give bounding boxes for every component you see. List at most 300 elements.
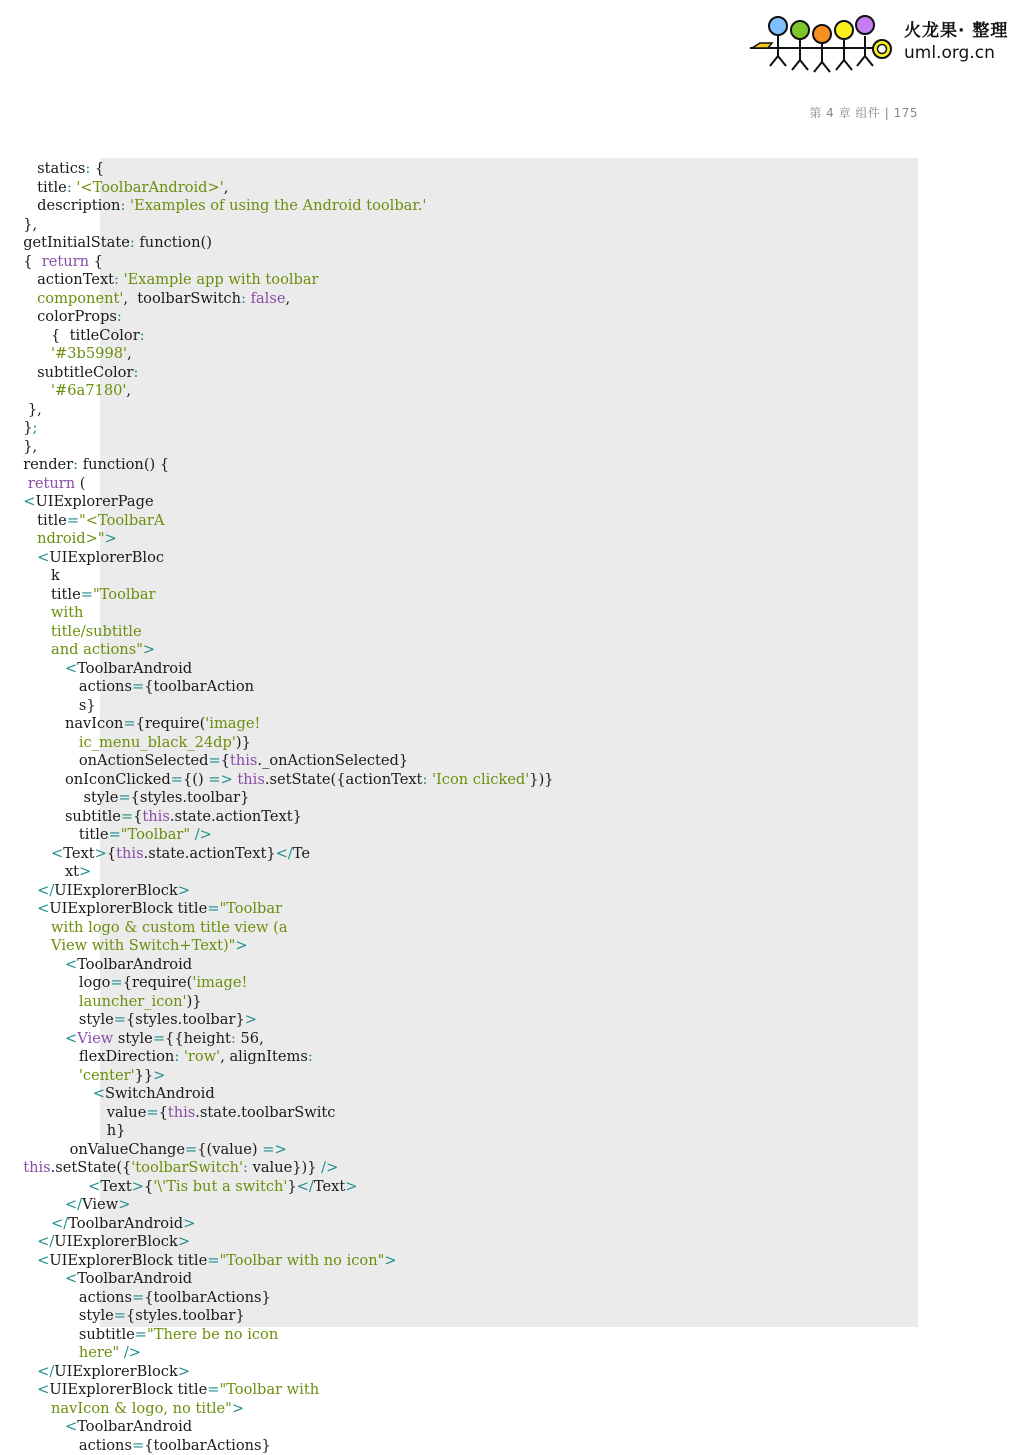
code-token: : — [243, 1159, 248, 1176]
code-token — [0, 1270, 65, 1287]
code-token: View — [77, 1030, 113, 1047]
code-token: , — [224, 179, 229, 196]
code-token: < — [65, 1418, 77, 1435]
code-token: actions — [0, 1437, 132, 1454]
code-token: : — [73, 456, 78, 473]
code-token: , — [127, 345, 132, 362]
code-token: UIExplorerBlock — [54, 1363, 178, 1380]
code-token: = — [132, 678, 144, 695]
code-line — [0, 253, 1018, 272]
code-line — [0, 493, 1018, 512]
code-token: < — [65, 1270, 77, 1287]
code-line — [0, 937, 1018, 956]
code-token: > — [235, 937, 247, 954]
code-token — [0, 1233, 37, 1250]
code-token: </ — [65, 1196, 82, 1213]
code-token: : — [133, 364, 138, 381]
code-token: "There be no icon — [147, 1326, 278, 1343]
page-number: 175 — [894, 106, 918, 120]
code-line — [0, 567, 1018, 586]
code-token: : — [140, 327, 145, 344]
code-token: = — [132, 1289, 144, 1306]
code-token: getInitialState — [0, 234, 130, 251]
code-line — [0, 1252, 1018, 1271]
code-token: < — [65, 956, 77, 973]
code-token: with — [51, 604, 83, 621]
code-line — [0, 345, 1018, 364]
code-token: }, — [0, 438, 37, 455]
code-line — [0, 660, 1018, 679]
code-token — [0, 1178, 88, 1195]
code-line — [0, 419, 1018, 438]
code-token: > — [178, 1363, 190, 1380]
code-line — [0, 1011, 1018, 1030]
code-line — [0, 1196, 1018, 1215]
code-token: {styles.toolbar} — [131, 789, 250, 806]
code-token: value})} — [248, 1159, 321, 1176]
code-token: = — [123, 715, 135, 732]
code-line — [0, 826, 1018, 845]
code-token: = — [132, 1437, 144, 1454]
code-token: ToolbarAndroid — [77, 956, 192, 973]
code-token: subtitle — [0, 1326, 135, 1343]
code-line — [0, 1215, 1018, 1234]
code-line — [0, 216, 1018, 235]
code-token: < — [37, 900, 49, 917]
code-token: 'image! — [205, 715, 260, 732]
code-token: this — [142, 808, 169, 825]
code-token: ; — [32, 419, 37, 436]
code-token: Text — [100, 1178, 131, 1195]
logo-figure-4 — [835, 21, 853, 39]
code-token: this — [23, 1159, 50, 1176]
code-token: UIExplorerPage — [35, 493, 153, 510]
code-token: '\'Tis but a switch' — [153, 1178, 287, 1195]
code-line — [0, 1307, 1018, 1326]
code-token: = — [146, 1104, 158, 1121]
code-token: : — [120, 197, 125, 214]
code-token: SwitchAndroid — [105, 1085, 215, 1102]
code-token: this — [230, 752, 257, 769]
code-token: </ — [37, 1233, 54, 1250]
code-line — [0, 919, 1018, 938]
site-logo — [748, 12, 1010, 74]
code-token: {toolbarAction — [144, 678, 254, 695]
code-token — [0, 660, 65, 677]
code-line — [0, 1289, 1018, 1308]
code-token: 'toolbarSwitch' — [131, 1159, 243, 1176]
code-line — [0, 549, 1018, 568]
code-token: : — [130, 234, 135, 251]
code-line — [0, 734, 1018, 753]
code-token: </ — [51, 1215, 68, 1232]
code-token: : — [67, 179, 72, 196]
code-line — [0, 179, 1018, 198]
code-line — [0, 845, 1018, 864]
code-line — [0, 900, 1018, 919]
code-token: value — [0, 1104, 146, 1121]
code-token: function() — [135, 234, 212, 251]
code-token: > — [345, 1178, 357, 1195]
code-token: style — [0, 1011, 114, 1028]
code-line — [0, 789, 1018, 808]
code-token: 'image! — [192, 974, 247, 991]
code-token: = — [109, 826, 121, 843]
code-line — [0, 456, 1018, 475]
code-token: 'Examples of using the Android toolbar.' — [130, 197, 426, 214]
code-token — [0, 919, 51, 936]
code-token: Text — [314, 1178, 345, 1195]
code-token: navIcon — [0, 715, 123, 732]
code-token: { — [89, 253, 103, 270]
code-token: } — [287, 1178, 296, 1195]
code-token: > — [183, 1215, 195, 1232]
code-token: > — [178, 1233, 190, 1250]
code-line — [0, 641, 1018, 660]
code-token: ndroid>" — [37, 530, 104, 547]
code-token: "Toolbar with no icon" — [219, 1252, 384, 1269]
code-token: "Toolbar" — [121, 826, 190, 843]
code-token: < — [65, 1030, 77, 1047]
code-token: Te — [293, 845, 310, 862]
code-line — [0, 530, 1018, 549]
code-token: : — [422, 771, 427, 788]
code-token: > — [245, 1011, 257, 1028]
code-token — [0, 549, 37, 566]
code-token — [0, 1252, 37, 1269]
code-token: ToolbarAndroid — [77, 660, 192, 677]
logo-url: uml.org.cn — [904, 42, 1008, 64]
code-token: function() { — [78, 456, 169, 473]
code-token: ToolbarAndroid — [77, 1270, 192, 1287]
code-line — [0, 290, 1018, 309]
code-token: actions — [0, 1289, 132, 1306]
code-line — [0, 1400, 1018, 1419]
code-token: </ — [37, 1363, 54, 1380]
code-token: subtitle — [0, 808, 121, 825]
code-line — [0, 1344, 1018, 1363]
code-token: ToolbarAndroid — [68, 1215, 183, 1232]
code-token: ToolbarAndroid — [77, 1418, 192, 1435]
code-token — [0, 623, 51, 640]
code-line — [0, 1141, 1018, 1160]
code-token: > — [105, 530, 117, 547]
code-token: = — [208, 752, 220, 769]
logo-figure-1 — [769, 17, 787, 35]
code-token — [0, 530, 37, 547]
code-token: {toolbarActions} — [144, 1437, 271, 1454]
code-token: => — [262, 1141, 286, 1158]
code-line — [0, 271, 1018, 290]
code-token: , — [285, 290, 290, 307]
code-token: }} — [135, 1067, 154, 1084]
code-line — [0, 1363, 1018, 1382]
logo-figure-5 — [856, 16, 874, 34]
code-token — [0, 493, 23, 510]
code-token: UIExplorerBlock title — [49, 900, 207, 917]
code-token: component' — [37, 290, 123, 307]
code-token: .state.actionText} — [170, 808, 302, 825]
code-token: style — [0, 1307, 114, 1324]
code-token: 'center' — [79, 1067, 135, 1084]
code-token: onActionSelected — [0, 752, 208, 769]
code-token — [0, 1030, 65, 1047]
code-token: flexDirection — [0, 1048, 174, 1065]
code-token: UIExplorerBlock title — [49, 1381, 207, 1398]
code-token: }, — [0, 216, 37, 233]
code-line — [0, 382, 1018, 401]
logo-figure-3 — [813, 25, 831, 43]
code-token: /> — [190, 826, 212, 843]
code-token: this — [237, 771, 264, 788]
code-token: colorProps — [0, 308, 117, 325]
code-token — [0, 1418, 65, 1435]
logo-figures-icon — [748, 12, 898, 74]
code-line — [0, 697, 1018, 716]
code-token: > — [143, 641, 155, 658]
code-token: {{height — [165, 1030, 231, 1047]
code-token: {require( — [123, 974, 193, 991]
code-token — [0, 1196, 65, 1213]
page-header — [809, 104, 918, 121]
code-line — [0, 808, 1018, 827]
code-token: < — [65, 660, 77, 677]
code-token: /> — [119, 1344, 141, 1361]
code-token: false — [251, 290, 286, 307]
code-token: < — [37, 549, 49, 566]
code-token: return — [42, 253, 89, 270]
code-token: > — [232, 1400, 244, 1417]
code-token: > — [79, 863, 91, 880]
code-token — [0, 1400, 51, 1417]
code-token: "Toolbar — [219, 900, 282, 917]
code-token: , — [126, 382, 131, 399]
code-line — [0, 1233, 1018, 1252]
code-token: = — [153, 1030, 165, 1047]
code-line — [0, 974, 1018, 993]
code-token: .state.actionText} — [144, 845, 276, 862]
code-token: = — [114, 1011, 126, 1028]
code-token — [0, 1363, 37, 1380]
code-token: { — [107, 845, 116, 862]
code-token: h} — [0, 1122, 125, 1139]
code-token: "Toolbar with — [219, 1381, 319, 1398]
code-line — [0, 1159, 1018, 1178]
code-line — [0, 364, 1018, 383]
code-token: {toolbarActions} — [144, 1289, 271, 1306]
code-token: {require( — [136, 715, 206, 732]
code-token: < — [88, 1178, 100, 1195]
code-token: /> — [321, 1159, 338, 1176]
code-line — [0, 1030, 1018, 1049]
code-token: = — [207, 900, 219, 917]
code-token: = — [207, 1381, 219, 1398]
code-token: : — [117, 308, 122, 325]
code-token: = — [67, 512, 79, 529]
code-token: title/subtitle — [51, 623, 142, 640]
code-token — [0, 604, 51, 621]
code-token: launcher_icon' — [79, 993, 187, 1010]
code-token: UIExplorerBlock — [54, 882, 178, 899]
code-token: > — [95, 845, 107, 862]
code-token — [0, 956, 65, 973]
code-token: > — [153, 1067, 165, 1084]
logo-title: 火龙果· 整理 — [904, 20, 1008, 42]
code-token: here" — [79, 1344, 119, 1361]
code-token — [0, 845, 51, 862]
code-token: } — [0, 419, 32, 436]
code-token: : — [174, 1048, 179, 1065]
code-token: UIExplorerBlock title — [49, 1252, 207, 1269]
code-line — [0, 1085, 1018, 1104]
code-token: </ — [276, 845, 293, 862]
code-token: {(value) — [197, 1141, 262, 1158]
header-separator: | — [880, 106, 893, 120]
code-token: > — [132, 1178, 144, 1195]
code-token: { — [0, 253, 42, 270]
code-token: )} — [187, 993, 202, 1010]
code-token: { — [159, 1104, 168, 1121]
code-token: this — [116, 845, 143, 862]
code-token: actionText — [0, 271, 114, 288]
code-token: = — [114, 1307, 126, 1324]
code-token: { — [90, 160, 104, 177]
code-token: : — [85, 160, 90, 177]
code-line — [0, 512, 1018, 531]
code-line — [0, 678, 1018, 697]
code-line — [0, 1381, 1018, 1400]
code-token: onValueChange — [0, 1141, 185, 1158]
code-line — [0, 993, 1018, 1012]
code-token: = — [171, 771, 183, 788]
code-token: style — [113, 1030, 153, 1047]
code-token — [0, 290, 37, 307]
code-token: > — [178, 882, 190, 899]
code-token: UIExplorerBlock — [54, 1233, 178, 1250]
code-token: , alignItems — [220, 1048, 308, 1065]
code-line — [0, 1122, 1018, 1141]
chapter-label: 第 4 章 组件 — [809, 106, 880, 120]
code-token: > — [118, 1196, 130, 1213]
code-token — [0, 475, 28, 492]
code-token: .setState({actionText — [265, 771, 423, 788]
code-token: {styles.toolbar} — [126, 1011, 245, 1028]
code-token: statics — [0, 160, 85, 177]
code-line — [0, 956, 1018, 975]
code-token: 56, — [236, 1030, 264, 1047]
code-token: title — [0, 512, 67, 529]
code-token: with logo & custom title view (a — [51, 919, 288, 936]
logo-figure-2 — [791, 21, 809, 39]
code-token: { — [133, 808, 142, 825]
code-line — [0, 401, 1018, 420]
code-line — [0, 308, 1018, 327]
code-token — [0, 937, 51, 954]
code-token — [0, 1344, 79, 1361]
code-token: = — [110, 974, 122, 991]
code-token: .setState({ — [51, 1159, 132, 1176]
code-token: })} — [529, 771, 553, 788]
code-token: style — [0, 789, 118, 806]
code-token: 'row' — [184, 1048, 220, 1065]
code-token — [0, 734, 79, 751]
code-token: actions — [0, 678, 132, 695]
code-token: description — [0, 197, 120, 214]
code-token: ic_menu_black_24dp' — [79, 734, 236, 751]
code-token: < — [37, 1381, 49, 1398]
code-token: : — [241, 290, 246, 307]
code-line — [0, 1326, 1018, 1345]
code-line — [0, 1270, 1018, 1289]
code-token: {() — [183, 771, 208, 788]
code-token: and actions" — [51, 641, 143, 658]
code-token: { titleColor — [0, 327, 140, 344]
code-listing — [0, 160, 1018, 1455]
code-token: > — [384, 1252, 396, 1269]
code-line — [0, 1104, 1018, 1123]
code-token — [0, 900, 37, 917]
code-token: = — [207, 1252, 219, 1269]
code-token: "Toolbar — [93, 586, 156, 603]
code-token: = — [121, 808, 133, 825]
code-token — [0, 882, 37, 899]
code-line — [0, 715, 1018, 734]
code-token — [0, 1159, 23, 1176]
code-token: this — [168, 1104, 195, 1121]
code-line — [0, 327, 1018, 346]
code-line — [0, 475, 1018, 494]
code-token: </ — [297, 1178, 314, 1195]
code-token: {styles.toolbar} — [126, 1307, 245, 1324]
code-token: k — [0, 567, 60, 584]
code-line — [0, 604, 1018, 623]
code-token: '#6a7180' — [51, 382, 126, 399]
code-token: : — [308, 1048, 313, 1065]
code-token: render — [0, 456, 73, 473]
code-token: "<ToolbarA — [79, 512, 164, 529]
code-token: subtitleColor — [0, 364, 133, 381]
code-token: </ — [37, 882, 54, 899]
code-token: = — [185, 1141, 197, 1158]
code-token: = — [118, 789, 130, 806]
code-token: View — [82, 1196, 118, 1213]
code-token — [0, 1215, 51, 1232]
code-line — [0, 771, 1018, 790]
code-token: logo — [0, 974, 110, 991]
code-token: navIcon & logo, no title" — [51, 1400, 232, 1417]
code-line — [0, 1437, 1018, 1455]
code-line — [0, 160, 1018, 179]
code-token: : — [231, 1030, 236, 1047]
code-line — [0, 882, 1018, 901]
code-token — [0, 382, 51, 399]
code-token: title — [0, 586, 81, 603]
code-token: < — [37, 1252, 49, 1269]
code-token: 'Example app with toolbar — [124, 271, 319, 288]
code-line — [0, 234, 1018, 253]
code-token: 'Icon clicked' — [432, 771, 529, 788]
code-token — [0, 993, 79, 1010]
code-line — [0, 752, 1018, 771]
code-token: { — [221, 752, 230, 769]
code-line — [0, 197, 1018, 216]
code-token: < — [23, 493, 35, 510]
code-token: = — [81, 586, 93, 603]
code-token: }, — [0, 401, 42, 418]
code-token: s} — [0, 697, 96, 714]
code-token — [0, 1067, 79, 1084]
code-token: title — [0, 826, 109, 843]
